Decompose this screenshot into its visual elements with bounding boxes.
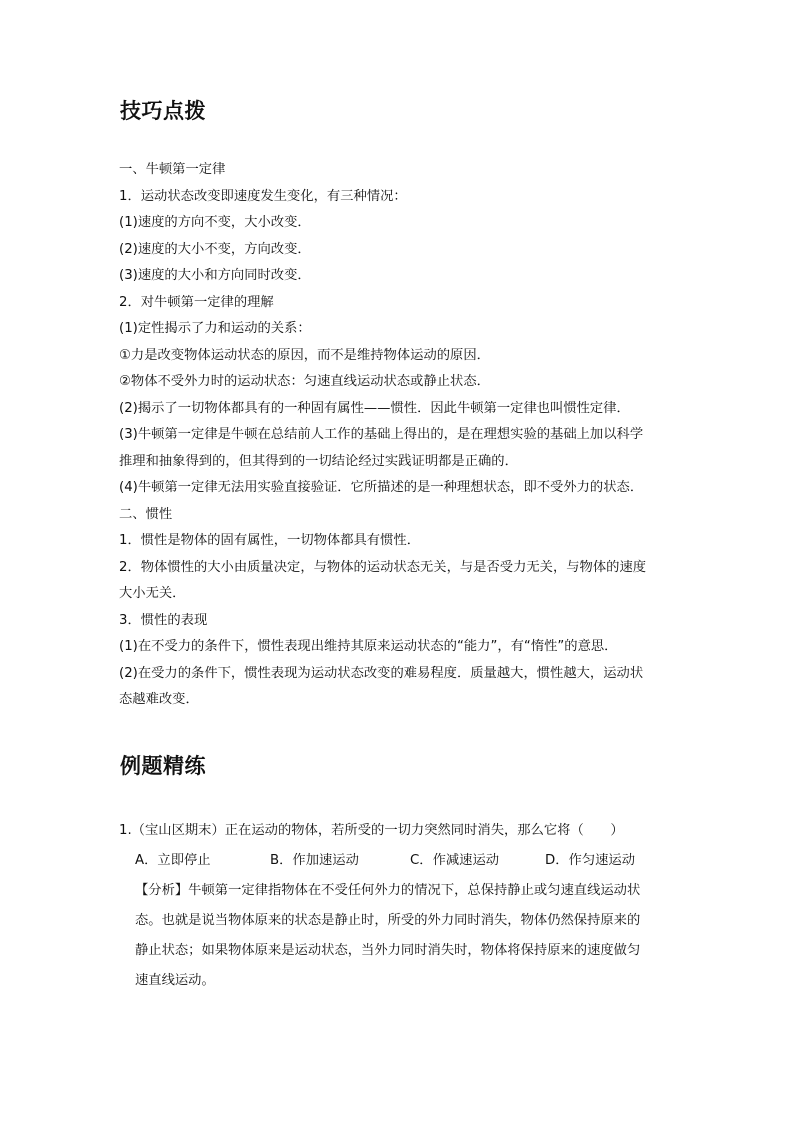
- examples-content: [119, 816, 681, 996]
- paragraph-line: 1．惯性是物体的固有属性，一切物体都具有惯性．: [119, 533, 420, 548]
- paragraph-line: (3)牛顿第一定律是牛顿在总结前人工作的基础上得出的，是在理想实验的基础上加以科学: [119, 427, 644, 442]
- paragraph-line: 态越难改变．: [119, 692, 199, 707]
- section-title-tips: 技巧点拨: [120, 99, 206, 123]
- option-b: B．作加速运动: [270, 853, 359, 868]
- paragraph-line: (2)速度的大小不变，方向改变．: [119, 241, 311, 257]
- paragraph-line: (1)定性揭示了力和运动的关系：: [119, 321, 311, 336]
- tips-content: [119, 157, 681, 714]
- paragraph-line: ②物体不受外力时的运动状态：匀速直线运动状态或静止状态．: [119, 374, 490, 389]
- subheading-inertia: 二、惯性: [119, 506, 173, 522]
- paragraph-line: ①力是改变物体运动状态的原因，而不是维持物体运动的原因．: [119, 347, 490, 363]
- paragraph-line: (3)速度的大小和方向同时改变．: [119, 268, 311, 283]
- paragraph-line: (1)速度的方向不变，大小改变．: [119, 215, 311, 230]
- option-c: C．作减速运动: [410, 853, 500, 868]
- paragraph-line: (2)揭示了一切物体都具有的一种固有属性——惯性．因此牛顿第一定律也叫惯性定律．: [119, 400, 630, 416]
- paragraph-line: 推理和抽象得到的，但其得到的一切结论经过实践证明都是正确的．: [119, 453, 518, 469]
- option-a: A．立即停止: [135, 853, 211, 868]
- paragraph-line: 2．对牛顿第一定律的理解: [119, 294, 274, 310]
- paragraph-line: 2．物体惯性的大小由质量决定，与物体的运动状态无关，与是否受力无关，与物体的速度: [119, 559, 647, 575]
- paragraph-line: (2)在受力的条件下，惯性表现为运动状态改变的难易程度．质量越大，惯性越大，运动状: [119, 665, 644, 681]
- analysis-line: 【分析】牛顿第一定律指物体在不受任何外力的情况下，总保持静止或匀速直线运动状: [135, 883, 641, 898]
- paragraph-line: 大小无关．: [119, 586, 186, 601]
- paragraph-line: (4)牛顿第一定律无法用实验直接验证．它所描述的是一种理想状态，即不受外力的状态．: [119, 480, 644, 495]
- paragraph-line: 3．惯性的表现: [119, 612, 208, 628]
- section-title-examples: 例题精练: [120, 754, 206, 778]
- question-text: 1.（宝山区期末）正在运动的物体，若所受的一切力突然同时消失，那么它将（ ）: [119, 823, 624, 838]
- paragraph-line: 1．运动状态改变即速度发生变化，有三种情况：: [119, 188, 407, 204]
- analysis-line: 静止状态；如果物体原来是运动状态，当外力同时消失时，物体将保持原来的速度做匀: [135, 943, 641, 958]
- option-d: D．作匀速运动: [545, 853, 636, 868]
- answer-options: [119, 846, 681, 876]
- subheading-newton-first-law: 一、牛顿第一定律: [119, 162, 226, 177]
- paragraph-line: (1)在不受力的条件下，惯性表现出维持其原来运动状态的“能力”，有“惰性”的意思．: [119, 639, 618, 654]
- analysis-line: 速直线运动。: [135, 973, 215, 988]
- analysis-line: 态。也就是说当物体原来的状态是静止时，所受的外力同时消失，物体仍然保持原来的: [135, 913, 641, 928]
